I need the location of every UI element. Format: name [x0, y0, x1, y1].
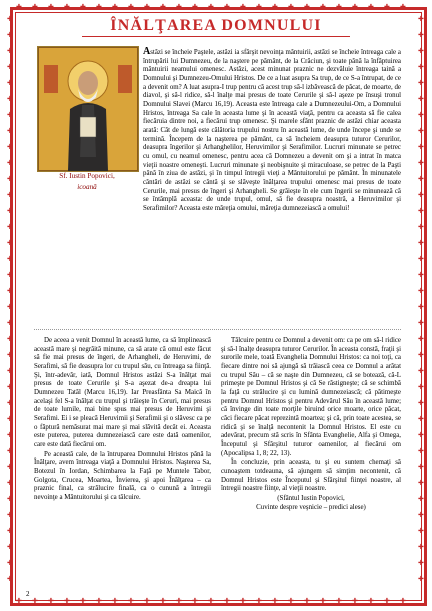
border-ornament-icon: ✚: [7, 431, 13, 439]
border-ornament-icon: ✚: [320, 3, 326, 11]
border-ornament-icon: ✚: [7, 63, 13, 71]
border-ornament-icon: ✚: [192, 597, 198, 605]
border-ornament-icon: ✚: [7, 47, 13, 55]
border-ornament-icon: ✚: [7, 239, 13, 247]
border-ornament-icon: ✚: [64, 3, 70, 11]
intro-body: stăzi se încheie Paştele, astăzi ia sfârşit nevoinţa mântuirii, astăzi se încheie întreaga cale a întrupării lui Dumnezeu, de la naştere pe pământ, de la Crăciun, şi toate până la înfăptuirea mântuirii neamului omenesc. Astăzi, acest minunat praznic ne dezvăluie întreaga taină a Domnului şi Dumnezeu-Omului Hristos. De ce a luat asupra Sa trup, de ce S-a întrupat, de ce a devenit om? A luat asupra-I trup pentru că acest trup să-l izbăvească de păcat, de moarte, de diavol, şi să-l ridice, să-l înalţe mai presus de toate Cerurile şi să-l aşeze pe însuşi tronul Domnului Slavei (Marcu 16,19). Aceasta este întreaga cale a Dumnezeului-Om, a Domnului Hristos, întreaga Sa cale în aceasta lume şi în această viaţă, pentru ca aceasta să fie calea fiecăruia dintre noi, a fiecărui trup omenesc. Şi marele sfânt praznic de astăzi chiar aceasta arată: Cât de lungă este călătoria trupului nostru în această lume, de unde începe şi unde se termină. Începem de la naşterea pe pământ, ca să încheiem deasupra tuturor Cerurilor, deasupra îngerilor şi Arhanghelilor, Heruvimilor şi Serafimilor. Lucruri minunate se petrec cu omul, cu neamul omenesc, pentru acea că Domnezeu a devenit om şi a intrat în matca vieţii noastre omeneşti. Lucruri minunate şi neobişnuite şi miraculoase, se petrec de la Paşti până în ziua de astăzi, şi în timpul întregii vieţi a Mântuitorului pe pământ. În minunatele cântări de astăzi se cântă şi se slăveşte înălţarea trupului omenesc mai presus de toate Cerurile, mai presus de îngeri şi Arhangheli. Se grăieşte în ele cum îngerii se minunează că se întâmplă aceasta: de unde trupul, omul, să fie deasupra noastră, a Heruvimilor şi Serafimilor? Aceasta este măreţia omului, măreţia dumnezeiască a omului!: [143, 49, 401, 212]
border-ornament-icon: ✚: [418, 463, 424, 471]
border-ornament-icon: ✚: [7, 575, 13, 583]
border-ornament-icon: ✚: [7, 127, 13, 135]
border-ornament-icon: ✚: [418, 575, 424, 583]
border-ornament-icon: ✚: [192, 3, 198, 11]
border-ornament-icon: ✚: [352, 3, 358, 11]
border-ornament-icon: ✚: [418, 447, 424, 455]
border-ornament-icon: ✚: [64, 597, 70, 605]
border-ornament-icon: ✚: [32, 3, 38, 11]
left-column: [34, 337, 211, 503]
border-ornament-icon: ✚: [80, 597, 86, 605]
border-ornament-icon: ✚: [418, 79, 424, 87]
border-ornament-icon: ✚: [112, 3, 118, 11]
border-ornament-icon: ✚: [7, 479, 13, 487]
border-ornament-icon: ✚: [160, 3, 166, 11]
border-ornament-icon: ✚: [7, 495, 13, 503]
border-ornament-icon: ✚: [7, 207, 13, 215]
icon-caption-label: icoană: [77, 183, 97, 191]
border-ornament-icon: ✚: [418, 383, 424, 391]
border-ornament-icon: ✚: [7, 271, 13, 279]
border-ornament-icon: ✚: [304, 597, 310, 605]
border-ornament-icon: ✚: [7, 543, 13, 551]
border-ornament-icon: ✚: [418, 111, 424, 119]
border-ornament-icon: ✚: [418, 335, 424, 343]
border-ornament-icon: ✚: [400, 597, 406, 605]
border-ornament-icon: ✚: [224, 3, 230, 11]
border-ornament-icon: ✚: [176, 3, 182, 11]
border-ornament-icon: ✚: [368, 3, 374, 11]
border-ornament-icon: ✚: [400, 3, 406, 11]
border-ornament-icon: ✚: [272, 3, 278, 11]
border-ornament-icon: ✚: [208, 597, 214, 605]
border-ornament-icon: ✚: [418, 415, 424, 423]
border-ornament-icon: ✚: [160, 597, 166, 605]
border-ornament-icon: ✚: [418, 399, 424, 407]
right-paragraph: În concluzie, prin aceasta, tu şi eu suntem chemaţi să cunoaştem totdeauna, să ajungem să simţim necontenit, că Domnul Hristos este Începutul şi Sfârşitul fiinţei noastre, al întregii noastre fiinţe, al vieţii noastre.: [221, 459, 401, 493]
border-ornament-icon: ✚: [418, 31, 424, 39]
border-ornament-icon: ✚: [418, 479, 424, 487]
border-ornament-icon: ✚: [304, 3, 310, 11]
border-ornament-icon: ✚: [176, 597, 182, 605]
border-ornament-icon: ✚: [48, 597, 54, 605]
border-ornament-icon: ✚: [7, 335, 13, 343]
border-ornament-icon: ✚: [16, 3, 22, 11]
border-ornament-icon: ✚: [7, 351, 13, 359]
border-ornament-icon: ✚: [224, 597, 230, 605]
border-ornament-icon: ✚: [418, 511, 424, 519]
border-ornament-icon: ✚: [7, 511, 13, 519]
border-ornament-icon: ✚: [384, 3, 390, 11]
border-ornament-icon: ✚: [418, 95, 424, 103]
border-ornament-icon: ✚: [418, 527, 424, 535]
border-ornament-icon: ✚: [7, 463, 13, 471]
signature-line-1: (Sfântul Iustin Popovici,: [277, 494, 345, 502]
border-ornament-icon: ✚: [7, 31, 13, 39]
border-ornament-icon: ✚: [7, 191, 13, 199]
signature-line-2: Cuvinte despre veşnicie – predici alese): [256, 504, 366, 512]
border-ornament-icon: ✚: [418, 367, 424, 375]
border-ornament-icon: ✚: [96, 597, 102, 605]
border-ornament-icon: ✚: [272, 597, 278, 605]
border-ornament-icon: ✚: [256, 3, 262, 11]
border-ornament-icon: ✚: [48, 3, 54, 11]
border-ornament-icon: ✚: [418, 191, 424, 199]
border-ornament-icon: ✚: [418, 47, 424, 55]
border-ornament-icon: ✚: [418, 431, 424, 439]
border-ornament-icon: ✚: [418, 127, 424, 135]
border-ornament-icon: ✚: [7, 79, 13, 87]
border-ornament-icon: ✚: [7, 447, 13, 455]
border-ornament-icon: ✚: [7, 367, 13, 375]
border-ornament-icon: ✚: [418, 319, 424, 327]
border-ornament-icon: ✚: [418, 159, 424, 167]
border-ornament-icon: ✚: [418, 351, 424, 359]
page-number: 2: [26, 590, 30, 598]
saint-icon-illustration: [38, 47, 138, 171]
border-ornament-icon: ✚: [7, 159, 13, 167]
border-ornament-icon: ✚: [418, 303, 424, 311]
border-ornament-icon: ✚: [418, 495, 424, 503]
border-ornament-icon: ✚: [7, 559, 13, 567]
right-column: [221, 337, 401, 514]
border-ornament-icon: ✚: [418, 271, 424, 279]
border-ornament-icon: ✚: [418, 287, 424, 295]
border-ornament-icon: ✚: [7, 415, 13, 423]
border-ornament-icon: ✚: [336, 3, 342, 11]
border-ornament-icon: ✚: [7, 111, 13, 119]
border-ornament-icon: ✚: [352, 597, 358, 605]
border-ornament-icon: ✚: [418, 175, 424, 183]
border-ornament-icon: ✚: [418, 223, 424, 231]
title-rule: [82, 36, 350, 37]
border-ornament-icon: ✚: [418, 543, 424, 551]
border-ornament-icon: ✚: [418, 559, 424, 567]
border-ornament-icon: ✚: [7, 287, 13, 295]
border-ornament-icon: ✚: [418, 239, 424, 247]
left-paragraph: De aceea a venit Domnul în această lume, ca să împlinească această mare şi negrăită minune, ca să arate că omul este făcut să fie mai presus de îngeri, de Arhangheli, de Heruvimi, de Serafimi, să fie deasupra lor cu trupul său, cu întreaga sa fiinţă. Şi, într-adevăr, iată, Domnul Hristos astăzi S-a înălţat mai presus de toate Cerurile şi S-a aşezat de-a dreapta lui Dumnezeu Tatăl (Marcu 16,19). Iar Preasfânta Sa Maică în acelaşi fel S-a înălţat cu trupul şi trăieşte în Ceruri, mai presus de toate lumile, mai bine spus mai presus de Heruvimi şi Serafimi. Ei i se pleacă Heruvimii şi Serafimii şi o slăvesc ca pe o făptură nemăsurat mai mare şi mai slăvită decât ei. Aceasta este puterea, puterea dumnezeiască care este dată oamenilor, care este dată fiecărui om.: [34, 337, 211, 448]
border-ornament-icon: ✚: [144, 3, 150, 11]
border-ornament-icon: ✚: [7, 175, 13, 183]
icon-caption: [37, 171, 137, 193]
border-ornament-icon: ✚: [32, 597, 38, 605]
border-ornament-icon: ✚: [7, 15, 13, 23]
border-ornament-icon: ✚: [368, 597, 374, 605]
border-ornament-icon: ✚: [336, 597, 342, 605]
border-ornament-icon: ✚: [7, 527, 13, 535]
border-ornament-icon: ✚: [240, 597, 246, 605]
border-ornament-icon: ✚: [7, 399, 13, 407]
border-ornament-icon: ✚: [144, 597, 150, 605]
intro-text: [143, 48, 401, 213]
border-ornament-icon: ✚: [288, 3, 294, 11]
border-ornament-icon: ✚: [418, 207, 424, 215]
section-divider: [34, 329, 401, 330]
border-ornament-icon: ✚: [418, 255, 424, 263]
border-ornament-icon: ✚: [128, 3, 134, 11]
border-ornament-icon: ✚: [418, 63, 424, 71]
border-ornament-icon: ✚: [112, 597, 118, 605]
icon-caption-name: Sf. Iustin Popovici,: [59, 172, 115, 180]
border-ornament-icon: ✚: [7, 383, 13, 391]
border-ornament-icon: ✚: [7, 223, 13, 231]
border-ornament-icon: ✚: [288, 597, 294, 605]
border-ornament-icon: ✚: [418, 143, 424, 151]
border-ornament-icon: ✚: [384, 597, 390, 605]
page-title: ÎNĂLŢAREA DOMNULUI: [110, 17, 322, 34]
saint-icon-image: [37, 46, 139, 172]
right-paragraph: Tâlcuire pentru ce Domnul a devenit om: ca pe om să-l ridice şi să-l înalţe deasupra tuturor Cerurilor. În aceasta constă, fraţii şi surorile mele, toată Evanghelia Domnului Hristos: ca noi toţi, ca fiecare dintre noi să ajungă să trăiască ceea ce Domnul a arătat cu trupul Său – că se naşte din Dumnezeu, că se botează, că-L primeşte pe Domnul Hristos şi că Se răstigneşte; că se schimbă la faţă cu strălucire şi cu lumină dumnezeiască; că pătimeşte pentru Domnul Hristos şi pentru Adevărul Său în această lume; că învinge din toate morţile biruind orice moarte, orice păcat, căci fiecare păcat reprezintă moartea; şi că, prin toate acestea, se ridică şi se înalţă necontenit la Domnul Hristos. El este cu adevărat, precum stă scris în Sfânta Evanghelie, Alfa şi Omega, Începutul şi Sfârşitul tuturor oamenilor, al fiecărui om (Apocalipsa 1, 8; 22, 13).: [221, 337, 401, 457]
border-ornament-icon: ✚: [208, 3, 214, 11]
border-ornament-icon: ✚: [7, 255, 13, 263]
border-ornament-icon: ✚: [7, 95, 13, 103]
left-paragraph: Pe această cale, de la întruparea Domnului Hristos până la Înălţare, avem întreaga viaţă a Domnului Hristos. Naşterea Sa, Botezul în Iordan, Schimbarea la Faţă pe Muntele Tabor, Golgota, Crucea, Moartea, Învierea, şi apoi Înălţarea – ca praznic final, ca strălucire finală, ca o cunună a întregii nevoinţe a Mântuitorului şi ca tâlcuire.: [34, 450, 211, 501]
border-ornament-icon: ✚: [256, 597, 262, 605]
border-ornament-icon: ✚: [128, 597, 134, 605]
border-ornament-icon: ✚: [7, 143, 13, 151]
border-ornament-icon: ✚: [418, 15, 424, 23]
border-ornament-icon: ✚: [320, 597, 326, 605]
border-ornament-icon: ✚: [16, 597, 22, 605]
intro-dropcap: A: [143, 46, 151, 57]
border-ornament-icon: ✚: [7, 319, 13, 327]
border-ornament-icon: ✚: [96, 3, 102, 11]
border-ornament-icon: ✚: [80, 3, 86, 11]
border-ornament-icon: ✚: [240, 3, 246, 11]
border-ornament-icon: ✚: [7, 303, 13, 311]
